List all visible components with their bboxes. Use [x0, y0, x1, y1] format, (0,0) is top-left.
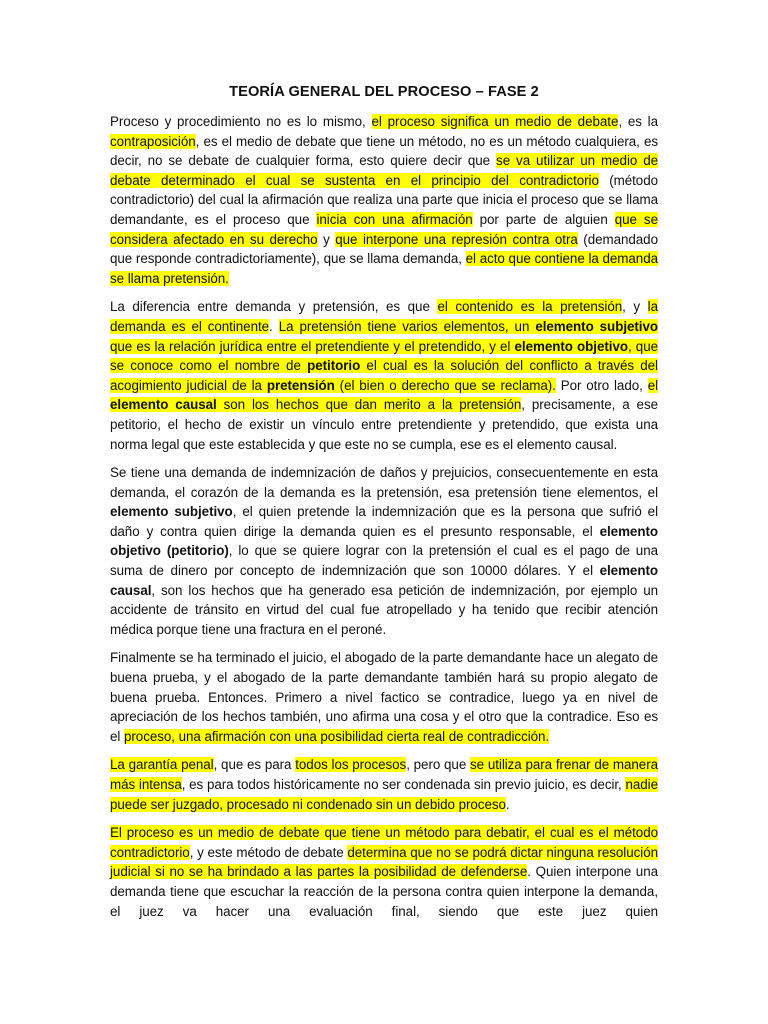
- highlighted-text: proceso, una afirmación con una posibilidad cierta real de contradicción.: [124, 728, 550, 744]
- text-run: La diferencia entre demanda y pretensión, es que: [110, 299, 438, 315]
- text-run: , es el medio de debate que tiene un método, no es un método cualquiera, es decir, no se debate de cualquier forma, esto quiere decir que: [110, 133, 658, 169]
- highlighted-text: La pretensión tiene varios elementos, un: [278, 318, 536, 334]
- highlighted-text: el proceso significa un medio de debate: [371, 114, 619, 129]
- document-title: TEORÍA GENERAL DEL PROCESO – FASE 2: [229, 84, 539, 100]
- highlighted-text: se utiliza para frenar de manera más intensa: [110, 757, 658, 792]
- paragraph-3: [110, 463, 658, 639]
- highlighted-text: que es la relación jurídica entre el pretendiente y el pretendido, y el: [110, 338, 515, 354]
- text-run: (método contradictorio) del cual la afirmación que realiza una parte que inicia el proceso que se llama demandante, es el proceso que: [110, 172, 658, 227]
- highlighted-text: El proceso es un medio de debate que tiene un método para debatir, el cual es el método contradictorio: [110, 825, 658, 860]
- highlighted-text: petitorio: [307, 358, 361, 374]
- highlighted-text: La garantía penal: [110, 757, 214, 773]
- paragraph-6: [110, 823, 658, 921]
- paragraph-5: [110, 755, 658, 814]
- highlighted-text: elemento objetivo: [514, 338, 628, 354]
- text-run: , y este método de debate: [189, 844, 348, 860]
- highlighted-text: elemento subjetivo: [535, 318, 658, 334]
- text-run: , precisamente, a ese petitorio, el hecho de existir un vínculo entre pretendiente y pretendido, que exista una norma legal que este establecida y que este no se cumpla, ese es el elemento causal.: [110, 397, 658, 452]
- text-run: Finalmente se ha terminado el juicio, el abogado de la parte demandante hace un alegato de buena prueba, y el abogado de la parte demandante también hará su propio alegato de buena prueba. Entonces. Primero a nivel factico se contradice, luego ya en nivel de apreciación de los hechos también, uno afirma una cosa y el otro que la contradice. Eso es el: [110, 650, 658, 744]
- paragraph-1: [110, 112, 658, 288]
- highlighted-text: son los hechos que dan merito a la pretensión: [216, 397, 522, 413]
- bold-text: elemento subjetivo: [110, 504, 233, 520]
- text-run: , son los hechos que ha generado esa petición de indemnización, por ejemplo un accidente de tránsito en virtud del cual fue atropellado y ha tenido que recibir atención médica porque tiene una fractura en el peroné.: [110, 582, 658, 637]
- highlighted-text: pretensión: [266, 377, 335, 393]
- highlighted-text: , que se conoce como el nombre de: [110, 338, 658, 374]
- highlighted-text: el contenido es la pretensión: [437, 299, 623, 315]
- bold-text: elemento causal: [110, 563, 658, 598]
- text-run: . Quien interpone una demanda tiene que escuchar la reacción de la persona contra quien interpone la demanda, el juez va hacer una evaluación final, siendo que este juez quien: [110, 864, 659, 919]
- text-run: Se tiene una demanda de indemnización de daños y prejuicios, consecuentemente en esta demanda, el corazón de la demanda es la pretensión, esa pretensión tiene elementos, el: [110, 465, 658, 500]
- document-page: [110, 82, 658, 930]
- highlighted-text: determina que no se podrá dictar ninguna resolución judicial si no se ha brindado a las partes la posibilidad de defenderse: [110, 844, 658, 880]
- text-run: , lo que se quiere lograr con la pretensión el cual es el pago de una suma de dinero por concepto de indemnización que son 10000 dólares. Y el: [110, 543, 658, 579]
- highlighted-text: la demanda es el continente: [110, 299, 658, 334]
- highlighted-text: se va utilizar un medio de debate determinado el cual se sustenta en el principio del contradictorio: [110, 153, 659, 188]
- bold-text: elemento objetivo (petitorio): [110, 523, 658, 559]
- text-run: , el quien pretende la indemnización que es la persona que sufrió el daño y contra quien dirige la demanda quien es el presunto responsable, el: [110, 504, 659, 539]
- text-run: por parte de alguien: [472, 211, 615, 227]
- paragraph-4: [110, 648, 658, 746]
- highlighted-text: que interpone una represión contra otra: [335, 231, 578, 247]
- highlighted-text: el: [647, 377, 659, 393]
- text-run: Proceso y procedimiento no es lo mismo,: [110, 114, 372, 129]
- highlighted-text: el acto que contiene la demanda se llama pretensión.: [110, 251, 658, 286]
- text-run: , y: [622, 299, 648, 315]
- text-run: y: [317, 231, 336, 247]
- paragraph-2: [110, 297, 658, 454]
- text-run: (demandado que responde contradictoriamente), que se llama demanda,: [110, 231, 658, 267]
- highlighted-text: (el bien o derecho que se reclama).: [334, 377, 556, 393]
- text-run: , que es para: [213, 757, 296, 773]
- highlighted-text: todos los procesos: [295, 757, 407, 773]
- text-run: .: [269, 318, 279, 334]
- highlighted-text: el cual es la solución del conflicto a través del acogimiento judicial de la: [110, 358, 658, 393]
- highlighted-text: elemento causal: [110, 397, 217, 413]
- text-run: , es la: [618, 114, 658, 129]
- document-body: [110, 112, 658, 921]
- text-run: , es para todos históricamente no ser condenada sin previo juicio, es decir,: [181, 777, 626, 792]
- highlighted-text: inicia con una afirmación: [316, 211, 473, 227]
- highlighted-text: contraposición: [110, 133, 196, 149]
- text-run: .: [505, 796, 510, 812]
- text-run: , pero que: [406, 757, 470, 773]
- highlighted-text: nadie puede ser juzgado, procesado ni condenado sin un debido proceso: [110, 777, 658, 812]
- highlighted-text: que se considera afectado en su derecho: [110, 211, 658, 247]
- text-run: Por otro lado,: [555, 377, 648, 393]
